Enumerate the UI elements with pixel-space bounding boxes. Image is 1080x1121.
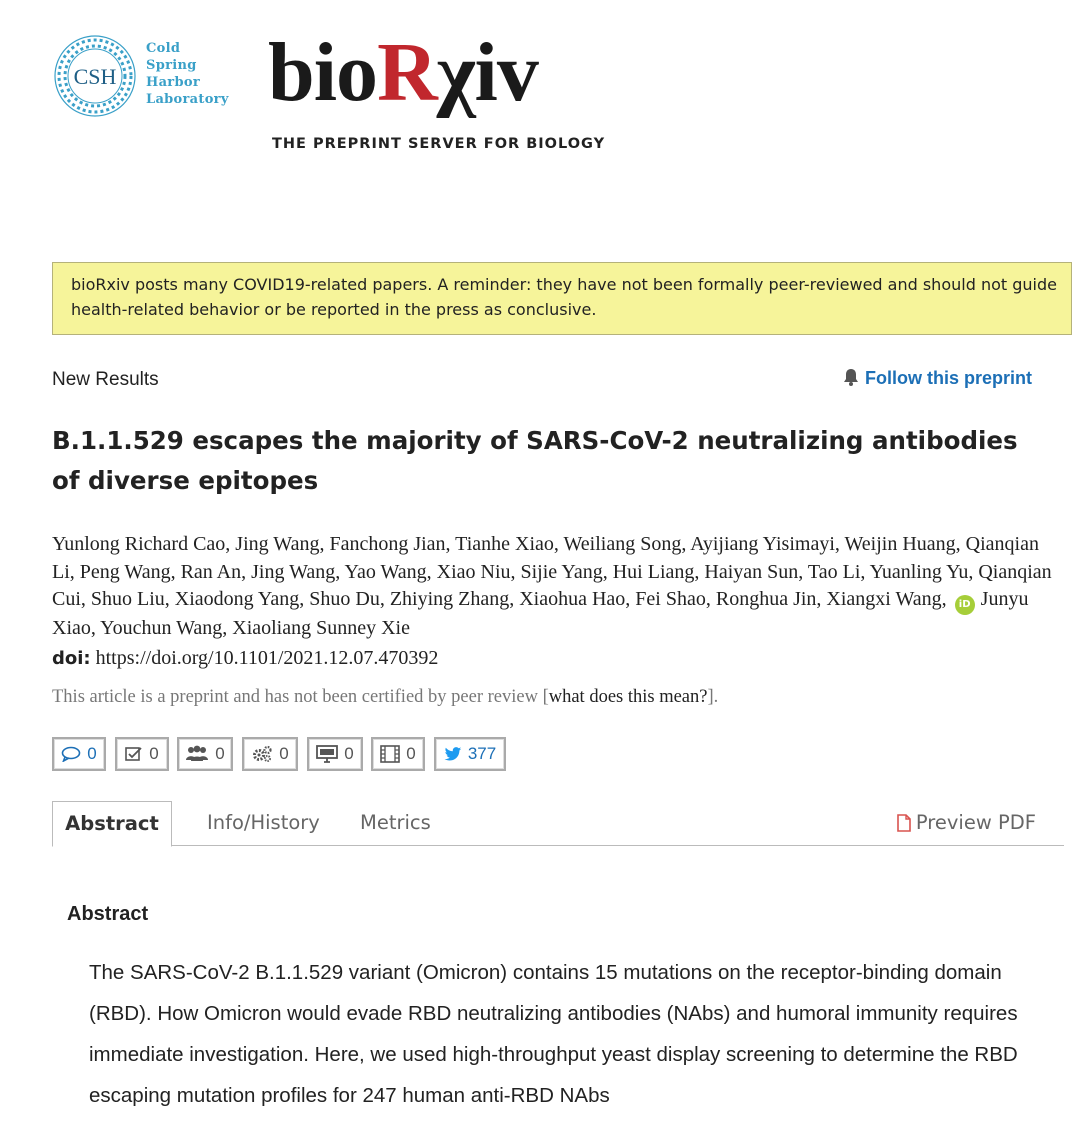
biorxiv-logo[interactable] bbox=[268, 28, 538, 118]
media-count: 0 bbox=[344, 744, 354, 763]
logo-bio: bio bbox=[268, 26, 378, 119]
bell-icon bbox=[843, 368, 859, 386]
article-section-label: New Results bbox=[52, 369, 159, 390]
film-icon bbox=[380, 745, 400, 763]
what-does-this-mean-link[interactable]: what does this mean? bbox=[548, 687, 708, 707]
author-list bbox=[52, 531, 1062, 643]
authors-part1[interactable]: Yunlong Richard Cao, Jing Wang, Fanchong Jian, Tianhe Xiao, Weiliang Song, Ayijiang Yisimayi, Weijin Huang, Qianqian Li, Peng Wang, Ran An, Jing Wang, Yao Wang, Xiao Niu, Sijie Yang, Hui Liang, Haiyan Sun, Tao Li, Yuanling Yu, Qianqian Cui, Shuo Liu, Xiaodong Yang, Shuo Du, Zhiying Zhang, Xiaohua Hao, Fei Shao, Ronghua Jin, Xiangxi Wang, bbox=[52, 533, 1052, 610]
community-count-button[interactable] bbox=[177, 737, 233, 771]
reviews-count-button[interactable] bbox=[115, 737, 169, 771]
article-title: B.1.1.529 escapes the majority of SARS-CoV-2 neutralizing antibodies of diverse epitopes bbox=[52, 426, 1018, 495]
preview-pdf-label: Preview PDF bbox=[915, 811, 1036, 834]
monitor-icon bbox=[316, 745, 338, 763]
comments-count-button[interactable] bbox=[52, 737, 106, 771]
logo-r: R bbox=[377, 26, 437, 119]
comment-bubble-icon bbox=[61, 746, 81, 762]
tweets-count: 377 bbox=[467, 744, 497, 763]
reviews-count: 0 bbox=[149, 744, 159, 763]
csh-line-laboratory: Laboratory bbox=[146, 92, 229, 107]
doi-label: doi: bbox=[52, 648, 91, 669]
csh-line-spring: Spring bbox=[146, 58, 197, 73]
video-count-button[interactable] bbox=[371, 737, 425, 771]
community-count: 0 bbox=[215, 744, 225, 763]
abstract-body: The SARS-CoV-2 B.1.1.529 variant (Omicron) contains 15 mutations on the receptor-binding domain (RBD). How Omicron would evade RBD neutralizing antibodies (NAbs) and humoral immunity requires immediate investigation. Here, we used high-throughput yeast display screening to determine the RBD escaping mutation profiles for 247 human anti-RBD NAbs bbox=[89, 961, 1018, 1107]
csh-wordmark bbox=[146, 40, 229, 108]
preview-pdf-link[interactable] bbox=[897, 801, 1036, 845]
csh-line-harbor: Harbor bbox=[146, 75, 200, 90]
tab-info-history[interactable]: Info/History bbox=[207, 811, 320, 834]
preprint-note bbox=[52, 687, 718, 708]
authors-part2[interactable]: Junyu Xiao, Youchun Wang, Xiaoliang Sunney Xie bbox=[52, 588, 1029, 639]
pdf-file-icon bbox=[897, 814, 911, 832]
tweets-count-button[interactable] bbox=[434, 737, 506, 771]
covid-notice: bioRxiv posts many COVID19-related papers. A reminder: they have not been formally peer-reviewed and should not guide health-related behavior or be reported in the press as conclusive. bbox=[52, 262, 1072, 335]
check-square-icon bbox=[125, 746, 143, 762]
csh-dna-ring-icon bbox=[52, 33, 138, 119]
preprint-note-text: This article is a preprint and has not been certified by peer review [ bbox=[52, 687, 549, 707]
csh-logo[interactable] bbox=[52, 33, 228, 119]
csh-line-cold: Cold bbox=[146, 41, 181, 56]
media-count-button[interactable] bbox=[307, 737, 363, 771]
video-count: 0 bbox=[406, 744, 416, 763]
follow-preprint-link[interactable] bbox=[843, 368, 1032, 389]
preprint-note-end: ]. bbox=[707, 687, 719, 707]
tab-abstract[interactable]: Abstract bbox=[52, 801, 172, 847]
comments-count: 0 bbox=[87, 744, 97, 763]
automated-count-button[interactable] bbox=[242, 737, 298, 771]
csh-abbrev: CSH bbox=[73, 64, 117, 89]
cogs-icon bbox=[251, 745, 273, 763]
twitter-bird-icon bbox=[444, 747, 462, 762]
tagline: THE PREPRINT SERVER FOR BIOLOGY bbox=[272, 136, 606, 152]
article-tabs bbox=[52, 801, 1064, 846]
tab-metrics[interactable]: Metrics bbox=[360, 811, 431, 834]
doi-link[interactable]: https://doi.org/10.1101/2021.12.07.470392 bbox=[95, 647, 439, 669]
orcid-icon[interactable]: iD bbox=[955, 595, 975, 615]
logo-xiv: χiv bbox=[436, 26, 538, 119]
automated-count: 0 bbox=[279, 744, 289, 763]
abstract-heading: Abstract bbox=[67, 903, 149, 925]
doi-line bbox=[52, 647, 438, 670]
users-icon bbox=[185, 745, 209, 763]
follow-label: Follow this preprint bbox=[865, 368, 1032, 388]
